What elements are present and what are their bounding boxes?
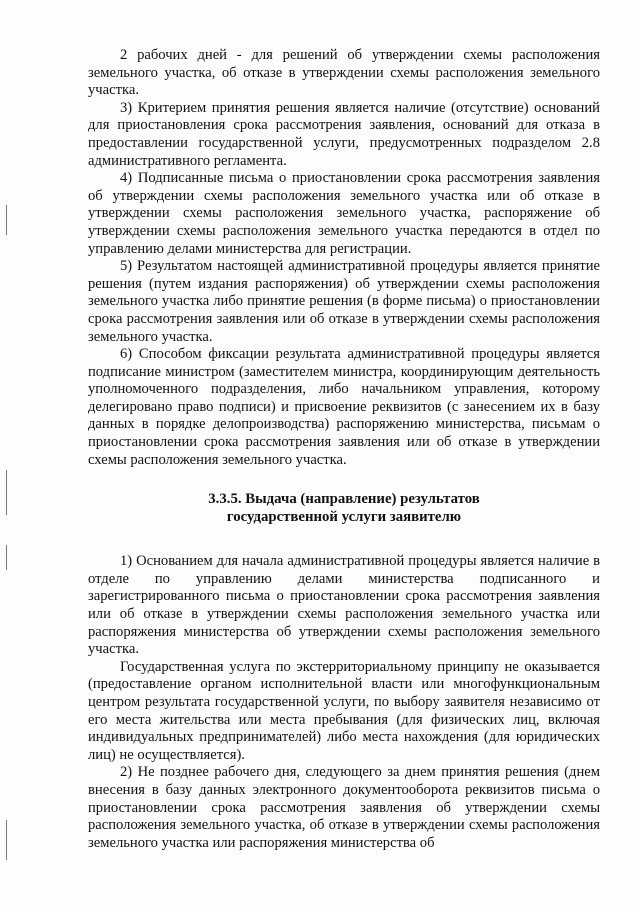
- scan-edge-mark: [6, 205, 7, 235]
- paragraph-deadline: 2) Не позднее рабочего дня, следующего за днем принятия решения (днем внесения в базу данных электронного документооборота реквизитов письма о приостановлении срока рассмотрения заявления об утверждении схемы расположения земельного участка, об отказе в утверждении схемы расположения земельного участка или распоряжения министерства об: [88, 764, 600, 851]
- paragraph-continuation: 2 рабочих дней - для решений об утверждении схемы расположения земельного участка, об отказе в утверждении схемы расположения земельного участка.: [88, 47, 600, 99]
- paragraph-result: 5) Результатом настоящей административной процедуры является принятие решения (путем издания распоряжения) об утверждении схемы расположения земельного участка либо принятие решения (в форме письма) о приостановлении срока рассмотрения заявления или об отказе в утверждении схемы расположения земельного участка.: [88, 258, 600, 345]
- paragraph-extraterritorial: Государственная услуга по экстерриториальному принципу не оказывается (предоставление органом исполнительной власти или многофункциональным центром результата государственной услуги, по выбору заявителя независимо от его места жительства или места пребывания (для физических лиц, включая индивидуальных предпринимателей) либо места нахождения (для юридических лиц) не осуществляется).: [88, 658, 600, 763]
- scan-edge-mark: [6, 820, 7, 860]
- scan-edge-mark: [6, 470, 7, 515]
- scan-edge-mark: [6, 545, 7, 570]
- section-heading-line-2: государственной услуги заявителю: [226, 509, 462, 526]
- paragraph-signed-letters: 4) Подписанные письма о приостановлении срока рассмотрения заявления об утверждении схемы расположения земельного участка или об отказе в утверждении схемы расположения земельного участка, распоряжение об утверждении схемы расположения земельного участка передаются в отдел по управлению делами министерства для регистрации.: [88, 170, 600, 257]
- section-heading: [88, 490, 600, 526]
- paragraph-basis: 1) Основанием для начала административной процедуры является наличие в отделе по управлению делами министерства подписанного и зарегистрированного письма о приостановлении срока рассмотрения заявления или об отказе в утверждении схемы расположения земельного участка или распоряжения министерства об утверждении схемы расположения земельного участка.: [88, 553, 600, 658]
- document-body: [88, 47, 600, 852]
- paragraph-criterion: 3) Критерием принятия решения является наличие (отсутствие) оснований для приостановления срока рассмотрения заявления, оснований для отказа в предоставлении государственной услуги, предусмотренных подразделом 2.8 административного регламента.: [88, 99, 600, 169]
- section-heading-line-1: 3.3.5. Выдача (направление) результатов: [208, 491, 480, 508]
- paragraph-fixation-method: 6) Способом фиксации результата административной процедуры является подписание министром (заместителем министра, координирующим деятельность уполномоченного подразделения, либо начальником управления, которому делегировано право подписи) и присвоение реквизитов (с занесением их в базу данных в порядке делопроизводства) распоряжению министерства, письмам о приостановлении срока рассмотрения заявления или об отказе в утверждении схемы расположения земельного участка.: [88, 346, 600, 468]
